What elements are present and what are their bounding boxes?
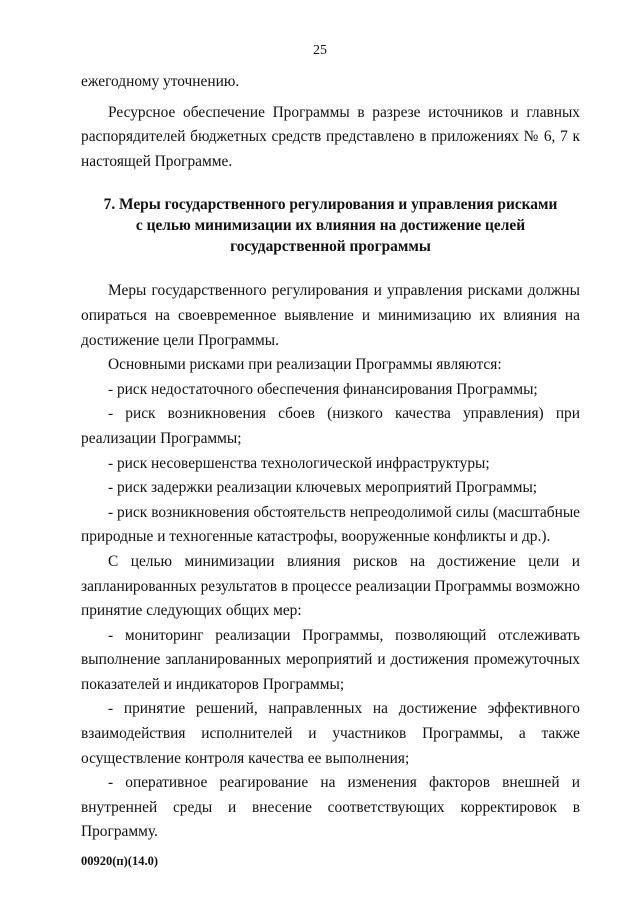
list-item-risk: - риск несовершенства технологической инфраструктуры;: [108, 454, 490, 472]
page-number: 25: [313, 43, 327, 58]
paragraph-risks-lead: Основными рисками при реализации Программы являются:: [108, 356, 502, 374]
list-item-measure: - оперативное реагирование на изменения факторов внешней и внутренней среды и внесение соответствующих корректировок в Программу.: [81, 774, 580, 841]
list-item-measure: - принятие решений, направленных на достижение эффективного взаимодействия исполнителей и участников Программы, а также осуществление контроля качества ее выполнения;: [81, 700, 580, 767]
document-body: [81, 70, 580, 845]
list-item-risk: - риск возникновения обстоятельств непреодолимой силы (масштабные природные и техногенные катастрофы, вооруженные конфликты и др.).: [81, 503, 580, 546]
list-item-risk: - риск задержки реализации ключевых мероприятий Программы;: [108, 479, 538, 497]
section-heading-line: с целью минимизации их влияния на достижение целей: [135, 217, 526, 235]
section-heading: [81, 194, 580, 257]
paragraph-measures-lead: С целью минимизации влияния рисков на достижение цели и запланированных результатов в процессе реализации Программы возможно принятие следующих общих мер:: [81, 552, 580, 620]
paragraph-resources: Ресурсное обеспечение Программы в разрезе источников и главных распорядителей бюджетных средств представлено в приложениях № 6, 7 к настоящей Программе.: [81, 103, 580, 170]
paragraph-intro: Меры государственного регулирования и управления рисками должны опираться на своевременное выявление и минимизацию их влияния на достижение цели Программы.: [81, 282, 580, 349]
list-item-measure: - мониторинг реализации Программы, позволяющий отслеживать выполнение запланированных мероприятий и достижения промежуточных показателей и индикаторов Программы;: [81, 626, 580, 693]
paragraph-continuation: ежегодному уточнению.: [81, 73, 240, 90]
list-item-risk: - риск возникновения сбоев (низкого качества управления) при реализации Программы;: [81, 405, 580, 447]
document-code: 00920(п)(14.0): [81, 854, 158, 868]
list-item-risk: - риск недостаточного обеспечения финансирования Программы;: [108, 380, 538, 398]
section-heading-line: государственной программы: [230, 238, 431, 256]
section-heading-line: 7. Меры государственного регулирования и управления рисками: [103, 196, 558, 214]
